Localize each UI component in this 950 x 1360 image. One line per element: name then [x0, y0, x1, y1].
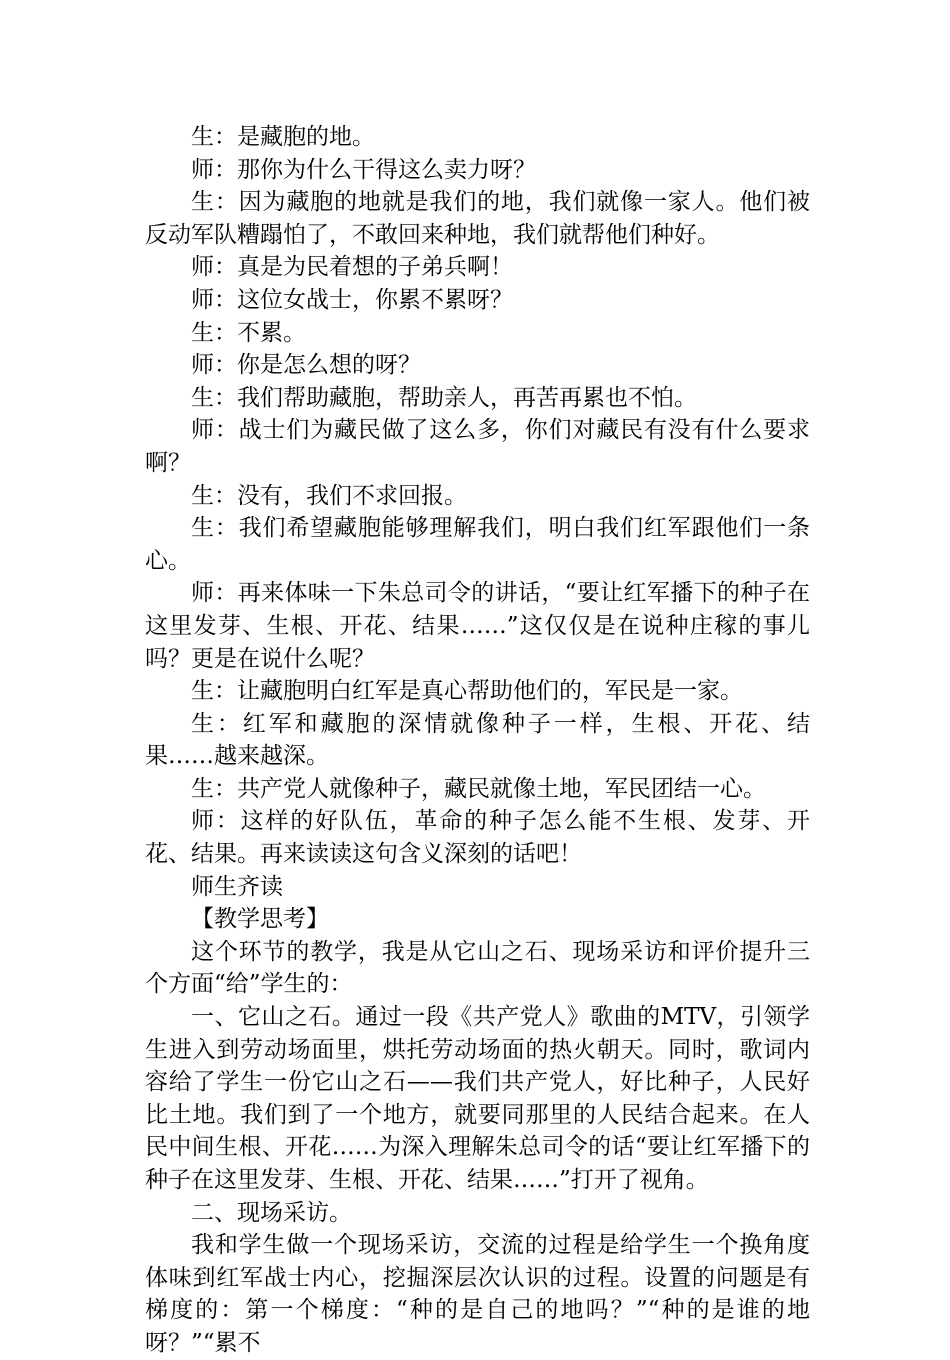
section-heading: 【教学思考】 [191, 906, 329, 933]
paragraph: 生：让藏胞明白红军是真心帮助他们的，军民是一家。 [191, 678, 743, 705]
paragraph: 生：不累。 [191, 319, 306, 346]
paragraph: 师：这样的好队伍，革命的种子怎么能不生根、发芽、开花、结果。再来读读这句含义深刻的话吧！ [145, 808, 810, 868]
paragraph: 师生齐读 [191, 873, 283, 900]
paragraph: 师：那你为什么干得这么卖力呀？ [191, 156, 536, 183]
paragraph: 生：共产党人就像种子，藏民就像土地，军民团结一心。 [191, 775, 766, 802]
paragraph: 师：战士们为藏民做了这么多，你们对藏民有没有什么要求啊？ [145, 417, 810, 476]
paragraph: 生：因为藏胞的地就是我们的地，我们就像一家人。他们被反动军队糟蹋怕了，不敢回来种地，我们就帮他们种好。 [145, 189, 810, 248]
paragraph: 师：这位女战士，你累不累呀？ [191, 286, 513, 313]
paragraph: 师：真是为民着想的子弟兵啊！ [191, 254, 513, 281]
paragraph: 生：我们帮助藏胞，帮助亲人，再苦再累也不怕。 [191, 384, 697, 411]
paragraph: 这个环节的教学，我是从它山之石、现场采访和评价提升三个方面“给”学生的： [145, 938, 810, 998]
paragraph: 生：我们希望藏胞能够理解我们，明白我们红军跟他们一条心。 [145, 515, 810, 574]
document-body [145, 121, 810, 1360]
paragraph: 生：没有，我们不求回报。 [191, 482, 467, 509]
paragraph: 师：你是怎么想的呀？ [191, 352, 421, 379]
paragraph: 生：是藏胞的地。 [191, 124, 375, 150]
paragraph: 二、现场采访。 [191, 1199, 352, 1226]
paragraph: 师：再来体味一下朱总司令的讲话，“要让红军播下的种子在这里发芽、生根、开花、结果……”这仅仅是在说种庄稼的事儿吗？更是在说什么呢？ [145, 580, 810, 672]
paragraph: 生：红军和藏胞的深情就像种子一样，生根、开花、结果……越来越深。 [145, 710, 810, 770]
paragraph: 一、它山之石。通过一段《共产党人》歌曲的MTV，引领学生进入到劳动场面里，烘托劳动场面的热火朝天。同时，歌词内容给了学生一份它山之石——我们共产党人，好比种子，人民好比土地。我们到了一个地方，就要同那里的人民结合起来。在人民中间生根、开花……为深入理解朱总司令的话“要让红军播下的种子在这里发芽、生根、开花、结果……”打开了视角。 [145, 1004, 810, 1193]
paragraph: 我和学生做一个现场采访，交流的过程是给学生一个换角度体味到红军战士内心，挖掘深层次认识的过程。设置的问题是有梯度的：第一个梯度：“种的是自己的地吗？”“种的是谁的地呀？”“累不 [145, 1232, 810, 1356]
